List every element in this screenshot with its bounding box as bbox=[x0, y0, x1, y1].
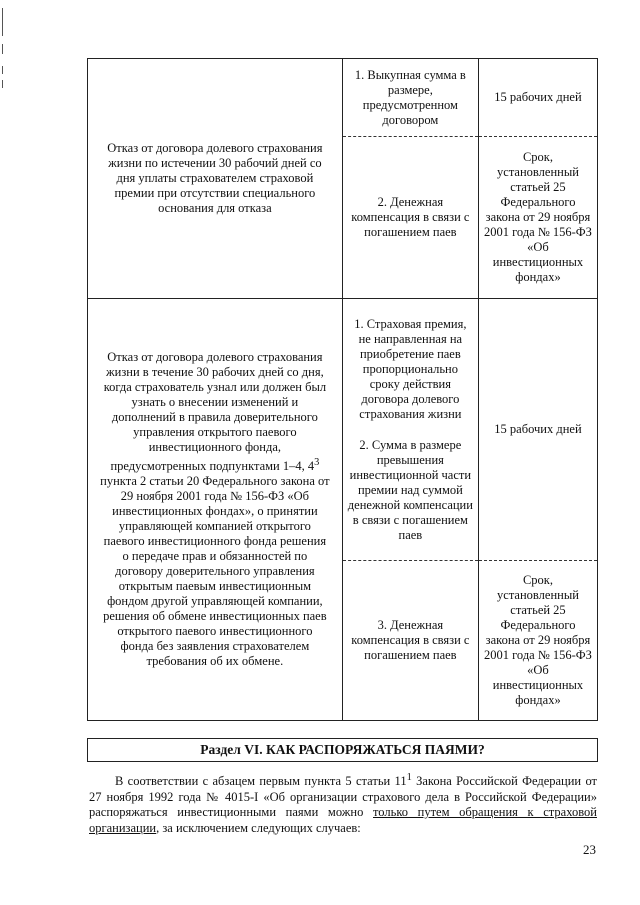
underlined-text: только путем обращения к страховой организации bbox=[89, 805, 597, 835]
ground-text: Отказ от договора долевого страхования жизни по истечении 30 рабочий дней со дня уплаты страхователем страховой премии при отсутствии специального основания для отказа bbox=[107, 141, 323, 215]
payment-text: 1. Выкупная сумма в размере, предусмотренном договором bbox=[354, 67, 466, 127]
scan-edge-mark bbox=[2, 80, 3, 88]
payment-cell bbox=[342, 561, 478, 721]
payment-cell bbox=[342, 137, 478, 299]
ground-cell bbox=[88, 59, 343, 299]
table-row bbox=[88, 59, 598, 137]
term-cell bbox=[478, 561, 597, 721]
payment-text: 2. Денежная компенсация в связи с погашением паев bbox=[351, 195, 470, 239]
section-heading: Раздел VI. КАК РАСПОРЯЖАТЬСЯ ПАЯМИ? bbox=[87, 738, 598, 762]
payment-text: 2. Сумма в размере превышения инвестиционной части премии над суммой денежной компенсации в связи с погашением паев bbox=[347, 437, 473, 542]
term-text: 15 рабочих дней bbox=[494, 422, 582, 436]
term-text: Срок, установленный статьей 25 Федерального закона от 29 ноября 2001 года № 156-ФЗ «Об инвестиционных фондах» bbox=[483, 150, 592, 284]
page-number: 23 bbox=[583, 842, 596, 857]
term-cell bbox=[478, 299, 597, 561]
term-text: Срок, установленный статьей 25 Федерального закона от 29 ноября 2001 года № 156-ФЗ «Об инвестиционных фондах» bbox=[483, 573, 592, 707]
term-cell bbox=[478, 137, 597, 299]
scan-edge-mark bbox=[2, 66, 3, 74]
term-cell bbox=[478, 59, 597, 137]
scan-edge-mark bbox=[2, 44, 3, 54]
refund-table bbox=[87, 58, 598, 721]
ground-cell bbox=[88, 299, 343, 721]
payment-text: 1. Страховая премия, не направленная на приобретение паев пропорционально сроку действия договора долевого страхования жизни bbox=[354, 316, 467, 421]
scan-edge-mark bbox=[2, 8, 3, 36]
payment-cell bbox=[342, 59, 478, 137]
table-row bbox=[88, 299, 598, 561]
payment-cell bbox=[342, 299, 478, 561]
payment-text: 3. Денежная компенсация в связи с погашением паев bbox=[351, 618, 470, 662]
section-paragraph: В соответствии с абзацем первым пункта 5 статьи $11^1$ Закона Российской Федерации от 27 ноября 1992 года № 4015-I «Об организации страхового дела в Российской Федерации» распоряжаться инвестиционными паями можно только путем обращения к страховой организации, за исключением следующих случаев: bbox=[89, 772, 597, 835]
term-text: 15 рабочих дней bbox=[494, 90, 582, 104]
ground-text: Отказ от договора долевого страхования жизни в течение 30 рабочих дней со дня, когда страхователь узнал или должен был узнать о внесении изменений и дополнений в правила доверительного управления открытого паевого инвестиционного фонда, предусмотренных подпунктами 1–4, $4^3$ пункта 2 статьи 20 Федерального закона от 29 ноября 2001 года № 156-ФЗ «Об инвестиционных фондах», о принятии управляющей компанией открытого паевого инвестиционного фонда решения о передаче прав и обязанностей по договору доверительного управления открытым паевым инвестиционным фондом другой управляющей компании, решения об обмене инвестиционных паев открытого паевого инвестиционного фонда без заявления страхователем требования об их обмене. bbox=[100, 349, 330, 669]
